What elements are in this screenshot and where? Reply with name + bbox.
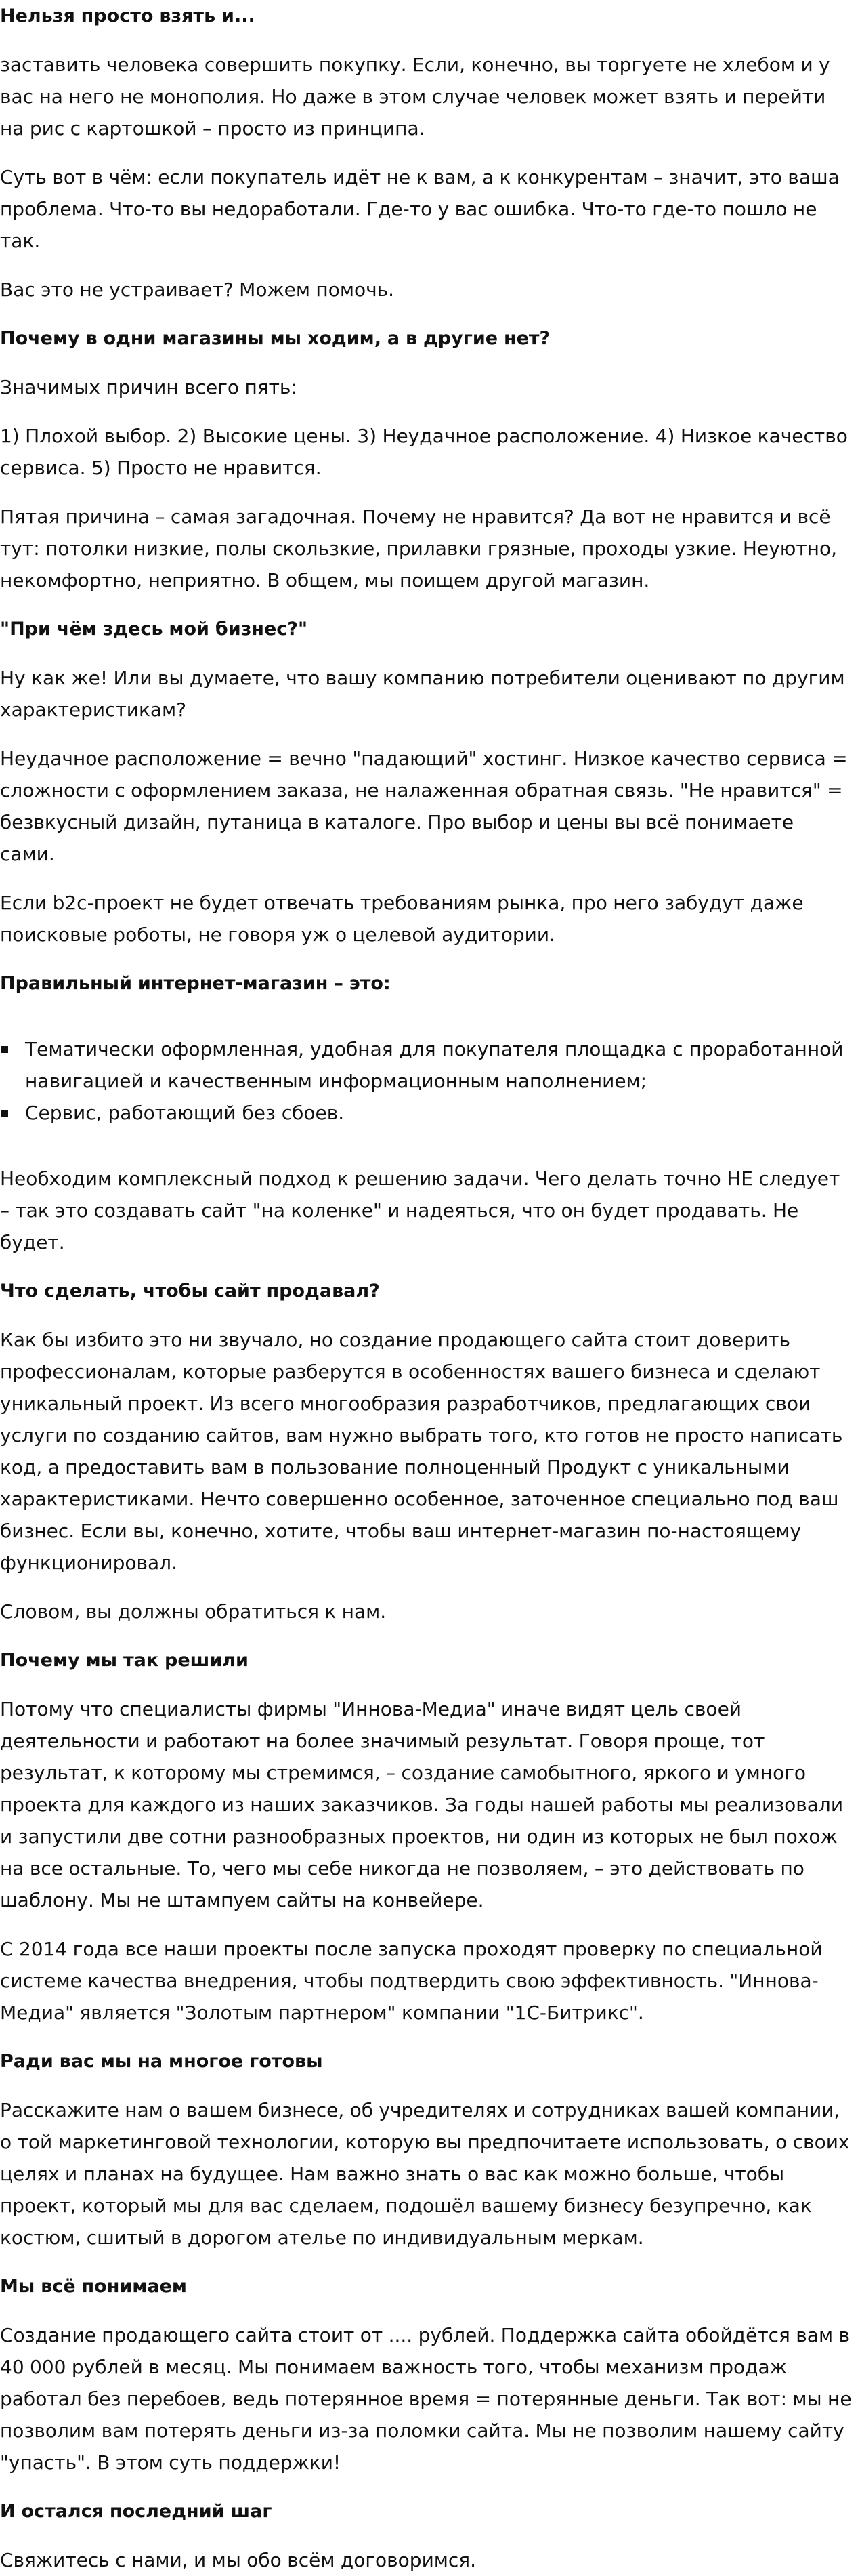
paragraph-analogy: Неудачное расположение = вечно "падающий" хостинг. Низкое качество сервиса = сложности с оформлением заказа, не налаженная обратная связь. "Не нравится" = безвкусный дизайн, путаница в каталоге. Про выбор и цены вы всё понимаете сами. <box>0 747 848 865</box>
paragraph-pricing: Создание продающего сайта стоит от .... рублей. Поддержка сайта обойдётся вам в 40 000 рублей в месяц. Мы понимаем важность того, чтобы механизм продаж работал без перебоев, ведь потерянное время = потерянные деньги. Так вот: мы не позволим вам потерять деньги из-за поломки сайта. Мы не позволим нашему сайту "упасть". В этом суть поддержки! <box>0 2324 852 2474</box>
paragraph-tell-us: Расскажите нам о вашем бизнесе, об учредителях и сотрудниках вашей компании, о той маркетинговой технологии, которую вы предпочитаете использовать, о своих целях и планах на будущее. Нам важно знать о вас как можно больше, чтобы проект, который мы для вас сделаем, подошёл вашему бизнесу безупречно, как костюм, сшитый в дорогом ателье по индивидуальным меркам. <box>0 2099 850 2249</box>
paragraph-reasons-count: Значимых причин всего пять: <box>0 376 297 398</box>
heading-right-store: Правильный интернет-магазин – это: <box>0 973 391 994</box>
heading-ready-for-you: Ради вас мы на многое готовы <box>0 2051 323 2072</box>
heading-why-stores: Почему в одни магазины мы ходим, а в другие нет? <box>0 328 551 349</box>
paragraph-approach: Необходим комплексный подход к решению задачи. Чего делать точно НЕ следует – так это создавать сайт "на коленке" и надеяться, что он будет продавать. Не будет. <box>0 1167 840 1253</box>
square-bullet-icon <box>1 1110 8 1117</box>
features-list <box>0 1033 852 1129</box>
paragraph-since-2014: С 2014 года все наши проекты после запуска проходят проверку по специальной системе качества внедрения, чтобы подтвердить свою эффективность. "Иннова-Медиа" является "Золотым партнером" компании "1С-Битрикс". <box>0 1938 823 2024</box>
list-item <box>25 1033 852 1097</box>
heading-we-understand: Мы всё понимаем <box>0 2276 187 2297</box>
paragraph-innova-media: Потому что специалисты фирмы "Иннова-Медиа" иначе видят цель своей деятельности и работают на более значимый результат. Говоря проще, тот результат, к которому мы стремимся, – создание самобытного, яркого и умного проекта для каждого из наших заказчиков. За годы нашей работы мы реализовали и запустили две сотни разнообразных проектов, ни один из которых не был похож на все остальные. То, чего мы себе никогда не позволяем, – это действовать по шаблону. Мы не штампуем сайты на конвейере. <box>0 1698 844 1911</box>
paragraph-b2c: Если b2c-проект не будет отвечать требованиям рынка, про него забудут даже поисковые роботы, не говоря уж о целевой аудитории. <box>0 892 804 946</box>
list-item <box>25 1097 852 1129</box>
paragraph-fifth-reason: Пятая причина – самая загадочная. Почему не нравится? Да вот не нравится и всё тут: потолки низкие, полы скользкие, прилавки грязные, проходы узкие. Неуютно, некомфортно, неприятно. В общем, мы поищем другой магазин. <box>0 505 837 591</box>
heading-last-step: И остался последний шаг <box>0 2501 272 2522</box>
paragraph-reasons-list: 1) Плохой выбор. 2) Высокие цены. 3) Неудачное расположение. 4) Низкое качество сервиса. 5) Просто не нравится. <box>0 425 848 479</box>
heading-make-it-sell: Что сделать, чтобы сайт продавал? <box>0 1281 380 1302</box>
paragraph-offer: Вас это не устраивает? Можем помочь. <box>0 278 395 301</box>
paragraph-contact-us: Словом, вы должны обратиться к нам. <box>0 1600 387 1623</box>
list-item-text: Сервис, работающий без сбоев. <box>25 1102 345 1124</box>
paragraph-customers: Ну как же! Или вы думаете, что вашу компанию потребители оценивают по другим характеристикам? <box>0 667 845 721</box>
square-bullet-icon <box>1 1046 8 1053</box>
paragraph-intro: заставить человека совершить покупку. Если, конечно, вы торгуете не хлебом и у вас на него не монополия. Но даже в этом случае человек может взять и перейти на рис с картошкой – просто из принципа. <box>0 54 830 140</box>
heading-why-we-decided: Почему мы так решили <box>0 1650 249 1671</box>
paragraph-professionals: Как бы избито это ни звучало, но создание продающего сайта стоит доверить профессионалам, которые разберутся в особенностях вашего бизнеса и сделают уникальный проект. Из всего многообразия разработчиков, предлагающих свои услуги по созданию сайтов, вам нужно выбрать того, кто готов не просто написать код, а предоставить вам в пользование полноценный Продукт с уникальными характеристиками. Нечто совершенно особенное, заточенное специально под ваш бизнес. Если вы, конечно, хотите, чтобы ваш интернет-магазин по-настоящему функционировал. <box>0 1329 843 1574</box>
heading-intro: Нельзя просто взять и... <box>0 5 255 26</box>
list-item-text: Тематически оформленная, удобная для покупателя площадка с проработанной навигацией и качественным информационным наполнением; <box>25 1038 844 1092</box>
paragraph-problem: Суть вот в чём: если покупатель идёт не к вам, а к конкурентам – значит, это ваша проблема. Что-то вы недоработали. Где-то у вас ошибка. Что-то где-то пошло не так. <box>0 166 840 252</box>
paragraph-call-to-action: Свяжитесь с нами, и мы обо всём договоримся. <box>0 2549 477 2571</box>
heading-my-business: "При чём здесь мой бизнес?" <box>0 619 308 640</box>
